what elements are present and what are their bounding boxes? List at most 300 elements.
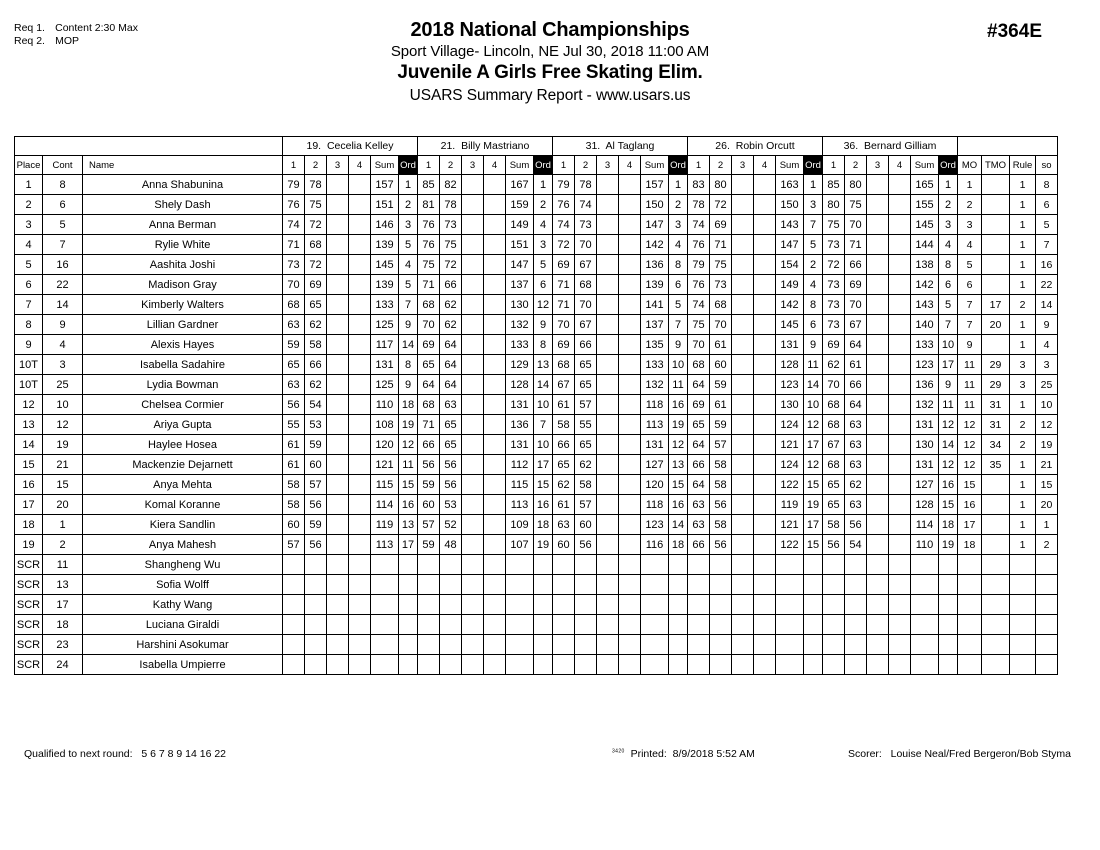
judge-header-1: [283, 137, 418, 156]
header-name: Name: [83, 156, 283, 175]
cell-judge4-score2: 58: [710, 515, 732, 535]
cell-judge1-score3: [327, 355, 349, 375]
header-judge5-1: 1: [823, 156, 845, 175]
judge-number: 26.: [715, 140, 730, 152]
cell-judge5-score4: [889, 295, 911, 315]
cell-judge1-sum: 145: [371, 255, 399, 275]
cell-judge1-score4: [349, 395, 371, 415]
cell-judge2-ord: 15: [534, 475, 553, 495]
cell-judge1-score3: [327, 335, 349, 355]
cell-judge1-score1: 59: [283, 335, 305, 355]
cell-judge4-score1: 69: [688, 395, 710, 415]
cell-judge1-score3: [327, 635, 349, 655]
cell-judge4-score1: 74: [688, 215, 710, 235]
cell-judge4-score4: [754, 575, 776, 595]
cell-judge4-sum: 150: [776, 195, 804, 215]
cell-judge3-score3: [597, 635, 619, 655]
cell-judge2-ord: 7: [534, 415, 553, 435]
cell-judge1-score3: [327, 575, 349, 595]
cell-judge5-sum: 132: [911, 395, 939, 415]
header-judge2-4: 4: [484, 156, 506, 175]
cell-judge3-score3: [597, 315, 619, 335]
cell-cont: 19: [43, 435, 83, 455]
cell-tmo: [982, 655, 1010, 675]
cell-judge5-score4: [889, 415, 911, 435]
cell-mo: [958, 595, 982, 615]
cell-judge5-score3: [867, 435, 889, 455]
cell-place: 10T: [15, 375, 43, 395]
header-judge1-4: 4: [349, 156, 371, 175]
cell-judge3-score1: 71: [553, 275, 575, 295]
judge-name: Al Taglang: [605, 140, 655, 152]
cell-judge5-score1: 56: [823, 535, 845, 555]
cell-cont: 6: [43, 195, 83, 215]
cell-judge4-score2: 56: [710, 495, 732, 515]
cell-cont: 10: [43, 395, 83, 415]
cell-judge3-score1: 62: [553, 475, 575, 495]
cell-judge4-score4: [754, 395, 776, 415]
cell-judge5-ord: 12: [939, 415, 958, 435]
cell-judge1-ord: 13: [399, 515, 418, 535]
cell-judge2-score4: [484, 195, 506, 215]
cell-judge2-sum: 136: [506, 415, 534, 435]
cell-judge1-sum: 114: [371, 495, 399, 515]
cell-judge5-ord: 12: [939, 455, 958, 475]
cell-judge5-sum: 114: [911, 515, 939, 535]
cell-judge2-sum: 131: [506, 435, 534, 455]
cell-judge1-ord: 5: [399, 275, 418, 295]
cell-judge3-score1: 61: [553, 495, 575, 515]
cell-judge1-score3: [327, 655, 349, 675]
cell-judge1-score4: [349, 655, 371, 675]
cell-judge4-score1: [688, 575, 710, 595]
cell-judge2-ord: [534, 595, 553, 615]
cell-judge5-score3: [867, 275, 889, 295]
scorer-label: Scorer:: [848, 748, 882, 760]
cell-judge2-score1: 71: [418, 415, 440, 435]
cell-judge3-sum: [641, 655, 669, 675]
cell-judge4-sum: 124: [776, 455, 804, 475]
cell-cont: 2: [43, 535, 83, 555]
cell-judge5-sum: 136: [911, 375, 939, 395]
cell-judge5-ord: [939, 655, 958, 675]
table-row: [15, 635, 1058, 655]
table-row: [15, 535, 1058, 555]
cell-judge3-score2: 65: [575, 435, 597, 455]
cell-judge1-ord: 11: [399, 455, 418, 475]
cell-judge3-ord: 1: [669, 175, 688, 195]
cell-judge1-sum: 110: [371, 395, 399, 415]
cell-judge5-score4: [889, 255, 911, 275]
cell-mo: 5: [958, 255, 982, 275]
table-row: [15, 655, 1058, 675]
cell-judge4-sum: [776, 595, 804, 615]
cell-judge1-score1: [283, 575, 305, 595]
cell-judge1-score3: [327, 435, 349, 455]
cell-judge2-score3: [462, 655, 484, 675]
cell-judge1-score4: [349, 215, 371, 235]
cell-judge1-score1: 71: [283, 235, 305, 255]
cell-cont: 17: [43, 595, 83, 615]
cell-judge4-ord: [804, 635, 823, 655]
judge-header-3: [553, 137, 688, 156]
cell-judge5-score4: [889, 595, 911, 615]
cell-judge3-sum: 141: [641, 295, 669, 315]
cell-judge4-score2: 59: [710, 415, 732, 435]
cell-judge2-ord: 9: [534, 315, 553, 335]
cell-judge2-sum: 149: [506, 215, 534, 235]
cell-judge1-score4: [349, 515, 371, 535]
cell-judge4-sum: 130: [776, 395, 804, 415]
cell-judge5-sum: 145: [911, 215, 939, 235]
cell-judge1-ord: 1: [399, 175, 418, 195]
cell-judge1-sum: 139: [371, 275, 399, 295]
cell-judge5-sum: 143: [911, 295, 939, 315]
cell-judge2-score4: [484, 535, 506, 555]
cell-judge5-score4: [889, 495, 911, 515]
table-row: [15, 615, 1058, 635]
cell-rule: [1010, 655, 1036, 675]
cell-judge2-score1: 69: [418, 335, 440, 355]
cell-cont: 25: [43, 375, 83, 395]
cell-judge2-score3: [462, 475, 484, 495]
cell-judge5-score2: 75: [845, 195, 867, 215]
cell-place: SCR: [15, 575, 43, 595]
cell-so: 6: [1036, 195, 1058, 215]
cell-rule: 1: [1010, 175, 1036, 195]
cell-judge1-score4: [349, 575, 371, 595]
header-rule: Rule: [1010, 156, 1036, 175]
cell-judge4-score2: 73: [710, 275, 732, 295]
cell-judge3-score2: 57: [575, 395, 597, 415]
cell-judge5-score2: 54: [845, 535, 867, 555]
cell-judge3-score4: [619, 315, 641, 335]
cell-judge1-sum: [371, 635, 399, 655]
cell-place: SCR: [15, 655, 43, 675]
cell-judge5-score2: 56: [845, 515, 867, 535]
cell-tmo: [982, 635, 1010, 655]
cell-judge2-ord: [534, 655, 553, 675]
cell-judge5-score3: [867, 595, 889, 615]
cell-judge1-score2: [305, 555, 327, 575]
cell-judge1-ord: 2: [399, 195, 418, 215]
cell-judge4-score2: 61: [710, 395, 732, 415]
cell-judge3-score1: 69: [553, 335, 575, 355]
cell-judge2-score1: 66: [418, 435, 440, 455]
cell-judge3-score1: 79: [553, 175, 575, 195]
cell-judge5-score2: 64: [845, 335, 867, 355]
cell-judge5-score1: 69: [823, 335, 845, 355]
cell-judge2-score3: [462, 455, 484, 475]
cell-judge3-score2: 65: [575, 355, 597, 375]
cell-judge5-score2: 63: [845, 495, 867, 515]
cell-judge4-score4: [754, 535, 776, 555]
cell-place: 12: [15, 395, 43, 415]
cell-mo: 15: [958, 475, 982, 495]
judge-header-2: [418, 137, 553, 156]
table-row: [15, 355, 1058, 375]
cell-name: Isabella Umpierre: [83, 655, 283, 675]
cell-judge3-score1: 71: [553, 295, 575, 315]
cell-judge5-score2: [845, 615, 867, 635]
cell-judge3-score3: [597, 475, 619, 495]
cell-judge5-score2: 62: [845, 475, 867, 495]
cell-so: [1036, 615, 1058, 635]
cell-judge4-sum: 154: [776, 255, 804, 275]
cell-judge3-score2: 66: [575, 335, 597, 355]
cell-judge3-score2: 68: [575, 275, 597, 295]
cell-cont: 13: [43, 575, 83, 595]
cell-judge1-score2: 59: [305, 435, 327, 455]
cell-judge1-sum: [371, 655, 399, 675]
cell-name: Kiera Sandlin: [83, 515, 283, 535]
cell-judge4-score4: [754, 475, 776, 495]
header-judge2-2: 2: [440, 156, 462, 175]
table-row: [15, 435, 1058, 455]
cell-judge1-ord: [399, 655, 418, 675]
cell-judge5-score1: [823, 595, 845, 615]
cell-judge2-score4: [484, 335, 506, 355]
cell-so: 20: [1036, 495, 1058, 515]
cell-judge1-score4: [349, 195, 371, 215]
cell-judge3-ord: 16: [669, 395, 688, 415]
cell-judge2-score2: 64: [440, 335, 462, 355]
cell-judge3-score3: [597, 595, 619, 615]
header-judge2-sum: Sum: [506, 156, 534, 175]
cell-judge2-ord: [534, 555, 553, 575]
cell-judge5-score3: [867, 575, 889, 595]
cell-judge1-score1: [283, 635, 305, 655]
cell-judge4-score2: 69: [710, 215, 732, 235]
cell-judge3-score4: [619, 355, 641, 375]
cell-judge1-score3: [327, 195, 349, 215]
table-row: [15, 295, 1058, 315]
cell-judge4-ord: 1: [804, 175, 823, 195]
cell-place: 1: [15, 175, 43, 195]
cell-judge1-score1: [283, 615, 305, 635]
cell-judge2-score4: [484, 355, 506, 375]
cell-judge2-score3: [462, 355, 484, 375]
cell-judge1-ord: [399, 635, 418, 655]
cell-judge3-score1: 61: [553, 395, 575, 415]
document-code: #364E: [987, 21, 1042, 42]
cell-judge2-score3: [462, 595, 484, 615]
cell-judge3-score2: 55: [575, 415, 597, 435]
cell-judge4-ord: 3: [804, 195, 823, 215]
cell-rule: 1: [1010, 215, 1036, 235]
cell-judge4-sum: 149: [776, 275, 804, 295]
cell-judge3-score3: [597, 275, 619, 295]
cell-judge3-sum: 118: [641, 395, 669, 415]
cell-judge2-score1: 60: [418, 495, 440, 515]
cell-judge4-score4: [754, 655, 776, 675]
cell-mo: 1: [958, 175, 982, 195]
table-row: [15, 595, 1058, 615]
cell-judge3-ord: [669, 655, 688, 675]
cell-judge1-score4: [349, 255, 371, 275]
cell-judge1-sum: 117: [371, 335, 399, 355]
cell-judge1-score4: [349, 535, 371, 555]
cell-judge4-score2: 58: [710, 455, 732, 475]
table-row: [15, 315, 1058, 335]
table-row: [15, 395, 1058, 415]
cell-judge4-ord: 10: [804, 395, 823, 415]
cell-mo: 3: [958, 215, 982, 235]
cell-judge3-sum: 139: [641, 275, 669, 295]
cell-judge4-score2: [710, 635, 732, 655]
cell-judge2-ord: 2: [534, 195, 553, 215]
cell-judge5-ord: 14: [939, 435, 958, 455]
cell-tmo: [982, 335, 1010, 355]
cell-judge5-score1: 85: [823, 175, 845, 195]
cell-judge5-sum: 165: [911, 175, 939, 195]
header-judge1-sum: Sum: [371, 156, 399, 175]
requirement-number: 1.: [36, 22, 45, 34]
cell-name: Mackenzie Dejarnett: [83, 455, 283, 475]
cell-judge2-score3: [462, 635, 484, 655]
cell-judge2-ord: 14: [534, 375, 553, 395]
cell-judge4-score1: [688, 655, 710, 675]
cell-so: [1036, 575, 1058, 595]
cell-judge2-score4: [484, 255, 506, 275]
cell-judge5-score2: [845, 575, 867, 595]
cell-judge1-sum: 115: [371, 475, 399, 495]
cell-judge4-ord: 2: [804, 255, 823, 275]
cell-judge1-score4: [349, 235, 371, 255]
cell-judge3-score3: [597, 535, 619, 555]
cell-judge5-ord: 10: [939, 335, 958, 355]
cell-judge1-score2: 56: [305, 535, 327, 555]
cell-mo: 17: [958, 515, 982, 535]
cell-judge3-score1: [553, 655, 575, 675]
cell-rule: 1: [1010, 235, 1036, 255]
cell-tmo: [982, 535, 1010, 555]
cell-judge1-score2: 54: [305, 395, 327, 415]
cell-judge1-sum: 108: [371, 415, 399, 435]
cell-judge2-ord: 8: [534, 335, 553, 355]
cell-rule: 1: [1010, 315, 1036, 335]
cell-judge5-ord: 16: [939, 475, 958, 495]
cell-judge5-score4: [889, 375, 911, 395]
cell-judge5-score2: [845, 635, 867, 655]
cell-judge5-score3: [867, 535, 889, 555]
cell-judge3-score1: 63: [553, 515, 575, 535]
cell-judge5-sum: 144: [911, 235, 939, 255]
cell-judge2-sum: 115: [506, 475, 534, 495]
cell-cont: 15: [43, 475, 83, 495]
cell-judge5-score1: [823, 575, 845, 595]
cell-judge5-sum: [911, 635, 939, 655]
cell-judge5-sum: [911, 615, 939, 635]
cell-rule: 1: [1010, 455, 1036, 475]
cell-judge4-sum: 145: [776, 315, 804, 335]
requirement-label: Req: [14, 35, 34, 47]
table-row: [15, 235, 1058, 255]
qualified-list: 5 6 7 8 9 14 16 22: [141, 748, 226, 760]
cell-judge1-sum: 133: [371, 295, 399, 315]
cell-judge5-score1: [823, 635, 845, 655]
cell-judge5-score1: 68: [823, 415, 845, 435]
judge-band-row: [15, 137, 1058, 156]
cell-judge1-score2: [305, 575, 327, 595]
cell-judge5-score4: [889, 655, 911, 675]
report-header: [0, 18, 1100, 106]
cell-judge4-sum: 143: [776, 215, 804, 235]
cell-judge2-sum: [506, 595, 534, 615]
cell-judge4-sum: 147: [776, 235, 804, 255]
judge-name: Cecelia Kelley: [326, 140, 394, 152]
cell-judge3-score2: 58: [575, 475, 597, 495]
cell-judge2-sum: 147: [506, 255, 534, 275]
header-judge4-3: 3: [732, 156, 754, 175]
cell-judge5-sum: 138: [911, 255, 939, 275]
cell-name: Isabella Sadahire: [83, 355, 283, 375]
cell-judge4-ord: 4: [804, 275, 823, 295]
cell-name: Rylie White: [83, 235, 283, 255]
page-title: 2018 National Championships: [410, 19, 690, 41]
cell-judge5-sum: 131: [911, 455, 939, 475]
header-judge5-2: 2: [845, 156, 867, 175]
cell-judge1-score3: [327, 175, 349, 195]
cell-judge1-score2: 60: [305, 455, 327, 475]
cell-judge1-ord: [399, 575, 418, 595]
cell-judge2-score3: [462, 395, 484, 415]
cell-judge5-score2: 64: [845, 395, 867, 415]
cell-judge3-score2: 70: [575, 295, 597, 315]
cell-place: SCR: [15, 555, 43, 575]
cell-judge3-score1: 70: [553, 315, 575, 335]
cell-judge5-score4: [889, 535, 911, 555]
cell-judge2-score3: [462, 555, 484, 575]
cell-judge5-sum: [911, 555, 939, 575]
cell-name: Anya Mehta: [83, 475, 283, 495]
cell-judge1-score3: [327, 475, 349, 495]
cell-judge1-score3: [327, 595, 349, 615]
header-so: so: [1036, 156, 1058, 175]
cell-rule: [1010, 615, 1036, 635]
cell-judge4-score3: [732, 235, 754, 255]
cell-judge5-score3: [867, 555, 889, 575]
cell-judge3-score3: [597, 415, 619, 435]
cell-judge5-score1: 73: [823, 235, 845, 255]
cell-judge2-ord: 17: [534, 455, 553, 475]
cell-judge3-score4: [619, 575, 641, 595]
cell-judge5-score3: [867, 215, 889, 235]
cell-judge5-score3: [867, 235, 889, 255]
cell-judge2-sum: 132: [506, 315, 534, 335]
cell-judge5-score2: 67: [845, 315, 867, 335]
cell-judge4-ord: 17: [804, 515, 823, 535]
cell-mo: [958, 555, 982, 575]
cell-judge1-score1: 63: [283, 375, 305, 395]
cell-name: Ariya Gupta: [83, 415, 283, 435]
cell-judge4-score4: [754, 295, 776, 315]
cell-judge3-score4: [619, 175, 641, 195]
cell-tmo: 20: [982, 315, 1010, 335]
cell-judge2-sum: [506, 555, 534, 575]
cell-judge1-score2: 72: [305, 255, 327, 275]
cell-judge2-score4: [484, 175, 506, 195]
cell-judge3-score4: [619, 655, 641, 675]
cell-judge3-score2: 70: [575, 235, 597, 255]
cell-judge2-score2: 73: [440, 215, 462, 235]
header-judge3-ord: Ord: [669, 156, 688, 175]
cell-rule: 1: [1010, 335, 1036, 355]
cell-judge3-score4: [619, 455, 641, 475]
cell-judge4-score4: [754, 375, 776, 395]
cell-judge1-score4: [349, 375, 371, 395]
cell-judge1-score1: 61: [283, 455, 305, 475]
